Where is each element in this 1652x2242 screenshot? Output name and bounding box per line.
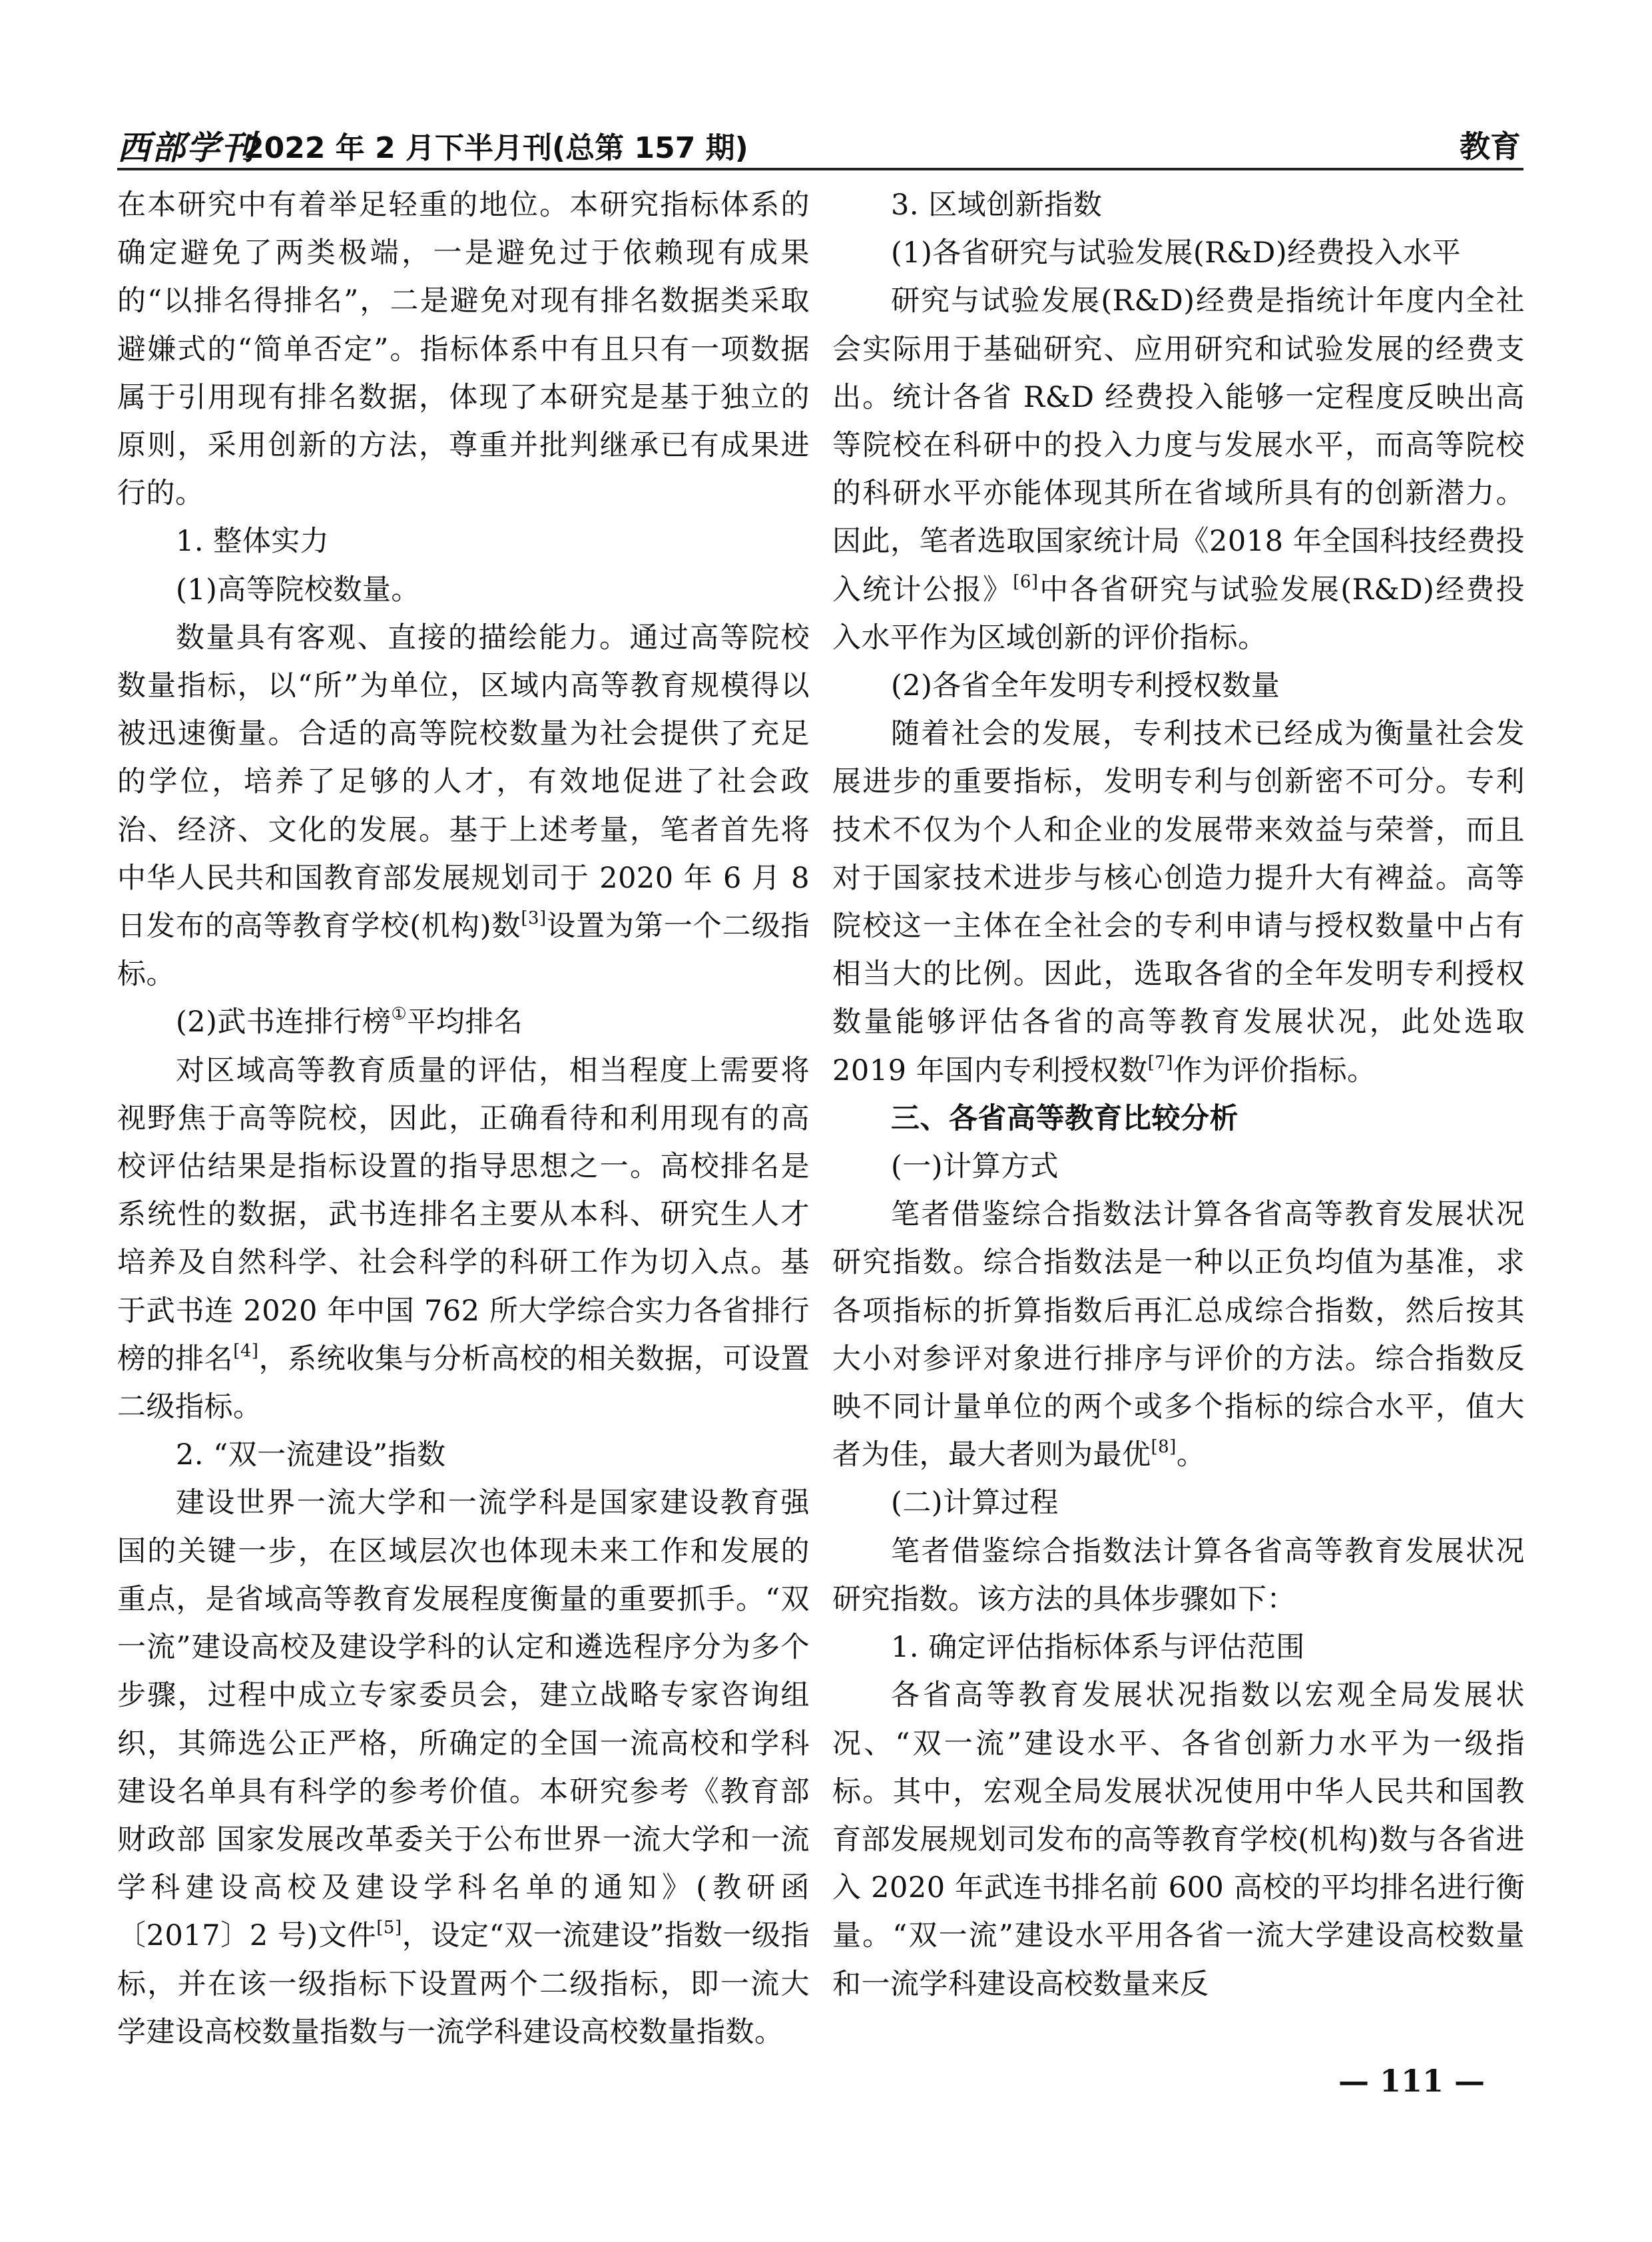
footnote-mark: ① <box>391 1004 408 1025</box>
citation: [6] <box>1013 571 1039 592</box>
paragraph: 各省高等教育发展状况指数以宏观全局发展状况、“双一流”建设水平、各省创新力水平为一级指标。其中，宏观全局发展状况使用中华人民共和国教育部发展规划司发布的高等教育学校(机构)数与各省进入 2020 年武连书排名前 600 高校的平均排名进行衡量。“双一流”建设水平用各省一流大学建设高校数量和一流学科建设高校数量来反 <box>832 1679 1525 2001</box>
citation: [3] <box>521 908 547 929</box>
section-heading: 三、各省高等教育比较分析 <box>891 1101 1239 1135</box>
subheading: 1. 确定评估指标体系与评估范围 <box>891 1631 1305 1665</box>
subheading: 2. “双一流建设”指数 <box>176 1438 446 1472</box>
right-column <box>832 181 1525 2008</box>
subheading: (2)武书连排行榜①平均排名 <box>176 1004 523 1039</box>
paragraph: 数量具有客观、直接的描绘能力。通过高等院校数量指标，以“所”为单位，区域内高等教育规模得以被迅速衡量。合适的高等院校数量为社会提供了充足的学位，培养了足够的人才，有效地促进了社会政治、经济、文化的发展。基于上述考量，笔者首先将中华人民共和国教育部发展规划司于 2020 年 6 月 8 日发布的高等教育学校(机构)数[3]设置为第一个二级指标。 <box>117 621 810 991</box>
page-number: — 111 — <box>1338 2063 1486 2099</box>
journal-issue: 2022 年 2 月下半月刊(总第 157 期) <box>244 131 748 165</box>
citation: [8] <box>1151 1437 1177 1458</box>
subheading: (1)各省研究与试验发展(R&D)经费投入水平 <box>891 236 1462 270</box>
page-header <box>117 119 1523 170</box>
subheading: (一)计算方式 <box>891 1150 1059 1184</box>
subheading: (2)各省全年发明专利授权数量 <box>891 669 1280 703</box>
subheading: 1. 整体实力 <box>176 525 330 559</box>
citation: [7] <box>1147 1052 1173 1073</box>
paragraph: 研究与试验发展(R&D)经费是指统计年度内全社会实际用于基础研究、应用研究和试验发展的经费支出。统计各省 R&D 经费投入能够一定程度反映出高等院校在科研中的投入力度与发展水平，而高等院校的科研水平亦能体现其所在省域所具有的创新潜力。因此，笔者选取国家统计局《2018 年全国科技经费投入统计公报》[6]中各省研究与试验发展(R&D)经费投入水平作为区域创新的评价指标。 <box>832 284 1525 655</box>
paragraph: 笔者借鉴综合指数法计算各省高等教育发展状况研究指数。综合指数法是一种以正负均值为基准，求各项指标的折算指数后再汇总成综合指数，然后按其大小对参评对象进行排序与评价的方法。综合指数反映不同计量单位的两个或多个指标的综合水平，值大者为佳，最大者则为最优[8]。 <box>832 1198 1525 1472</box>
section-name: 教育 <box>1460 129 1521 164</box>
journal-logo: 西部学刊 <box>117 128 256 167</box>
subheading: (1)高等院校数量。 <box>176 573 420 607</box>
paragraph: 建设世界一流大学和一流学科是国家建设教育强国的关键一步，在区域层次也体现未来工作和发展的重点，是省域高等教育发展程度衡量的重要抓手。“双一流”建设高校及建设学科的认定和遴选程序分为多个步骤，过程中成立专家委员会，建立战略专家咨询组织，其筛选公正严格，所确定的全国一流高校和学科建设名单具有科学的参考价值。本研究参考《教育部 财政部 国家发展改革委关于公布世界一流大学和一流学科建设高校及建设学科名单的通知》(教研函〔2017〕2 号)文件[5]，设定“双一流建设”指数一级指标，并在该一级指标下设置两个二级指标，即一流大学建设高校数量指数与一流学科建设高校数量指数。 <box>117 1486 810 2049</box>
paragraph: 对区域高等教育质量的评估，相当程度上需要将视野焦于高等院校，因此，正确看待和利用现有的高校评估结果是指标设置的指导思想之一。高校排名是系统性的数据，武书连排名主要从本科、研究生人才培养及自然科学、社会科学的科研工作为切入点。基于武书连 2020 年中国 762 所大学综合实力各省排行榜的排名[4]，系统收集与分析高校的相关数据，可设置二级指标。 <box>117 1053 810 1424</box>
citation: [5] <box>376 1918 402 1938</box>
subheading: (二)计算过程 <box>891 1486 1059 1520</box>
left-column <box>117 181 810 2056</box>
citation: [4] <box>233 1340 259 1361</box>
subheading: 3. 区域创新指数 <box>891 188 1103 222</box>
paragraph: 笔者借鉴综合指数法计算各省高等教育发展状况研究指数。该方法的具体步骤如下： <box>832 1534 1525 1616</box>
paragraph: 随着社会的发展，专利技术已经成为衡量社会发展进步的重要指标，发明专利与创新密不可分。专利技术不仅为个人和企业的发展带来效益与荣誉，而且对于国家技术进步与核心创造力提升大有裨益。高等院校这一主体在全社会的专利申请与授权数量中占有相当大的比例。因此，选取各省的全年发明专利授权数量能够评估各省的高等教育发展状况，此处选取 2019 年国内专利授权数[7]作为评价指标。 <box>832 717 1525 1087</box>
paragraph: 在本研究中有着举足轻重的地位。本研究指标体系的确定避免了两类极端，一是避免过于依赖现有成果的“以排名得排名”，二是避免对现有排名数据类采取避嫌式的“简单否定”。指标体系中有且只有一项数据属于引用现有排名数据，体现了本研究是基于独立的原则，采用创新的方法，尊重并批判继承已有成果进行的。 <box>117 188 810 511</box>
